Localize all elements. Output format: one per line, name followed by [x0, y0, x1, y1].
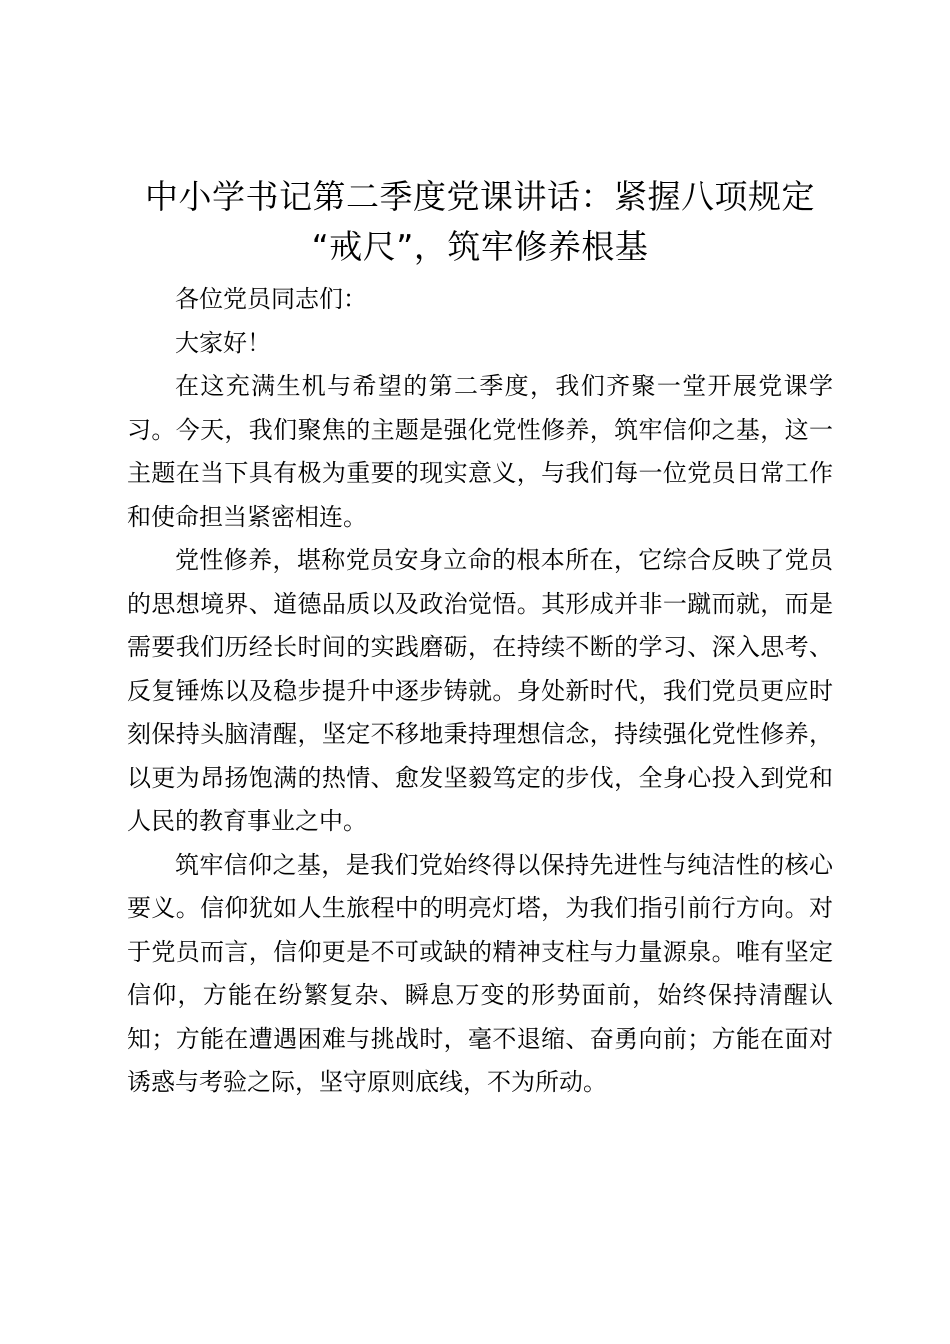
paragraph-3: 筑牢信仰之基，是我们党始终得以保持先进性与纯洁性的核心要义。信仰犹如人生旅程中的明亮灯塔，为我们指引前行方向。对于党员而言，信仰更是不可或缺的精神支柱与力量源泉。唯有坚定信仰，方能在纷繁复杂、瞬息万变的形势面前，始终保持清醒认知；方能在遭遇困难与挑战时，毫不退缩、奋勇向前；方能在面对诱惑与考验之际，坚守原则底线，不为所动。	[127, 850, 833, 1096]
title-line-2: “戒尺”，筑牢修养根基	[311, 227, 649, 266]
paragraph-1: 在这充满生机与希望的第二季度，我们齐聚一堂开展党课学习。今天，我们聚焦的主题是强化党性修养，筑牢信仰之基，这一主题在当下具有极为重要的现实意义，与我们每一位党员日常工作和使命担当紧密相连。	[127, 372, 833, 531]
document-title	[123, 172, 837, 272]
salutation: 各位党员同志们：	[175, 285, 367, 313]
paragraph-2: 党性修养，堪称党员安身立命的根本所在，它综合反映了党员的思想境界、道德品质以及政治觉悟。其形成并非一蹴而就，而是需要我们历经长时间的实践磨砺，在持续不断的学习、深入思考、反复锤炼以及稳步提升中逐步铸就。身处新时代，我们党员更应时刻保持头脑清醒，坚定不移地秉持理想信念，持续强化党性修养，以更为昂扬饱满的热情、愈发坚毅笃定的步伐，全身心投入到党和人民的教育事业之中。	[127, 546, 833, 835]
greeting: 大家好！	[175, 328, 271, 357]
document-body	[127, 278, 833, 1105]
document-page	[127, 172, 833, 1105]
title-line-1: 中小学书记第二季度党课讲话：紧握八项规定	[145, 177, 815, 216]
